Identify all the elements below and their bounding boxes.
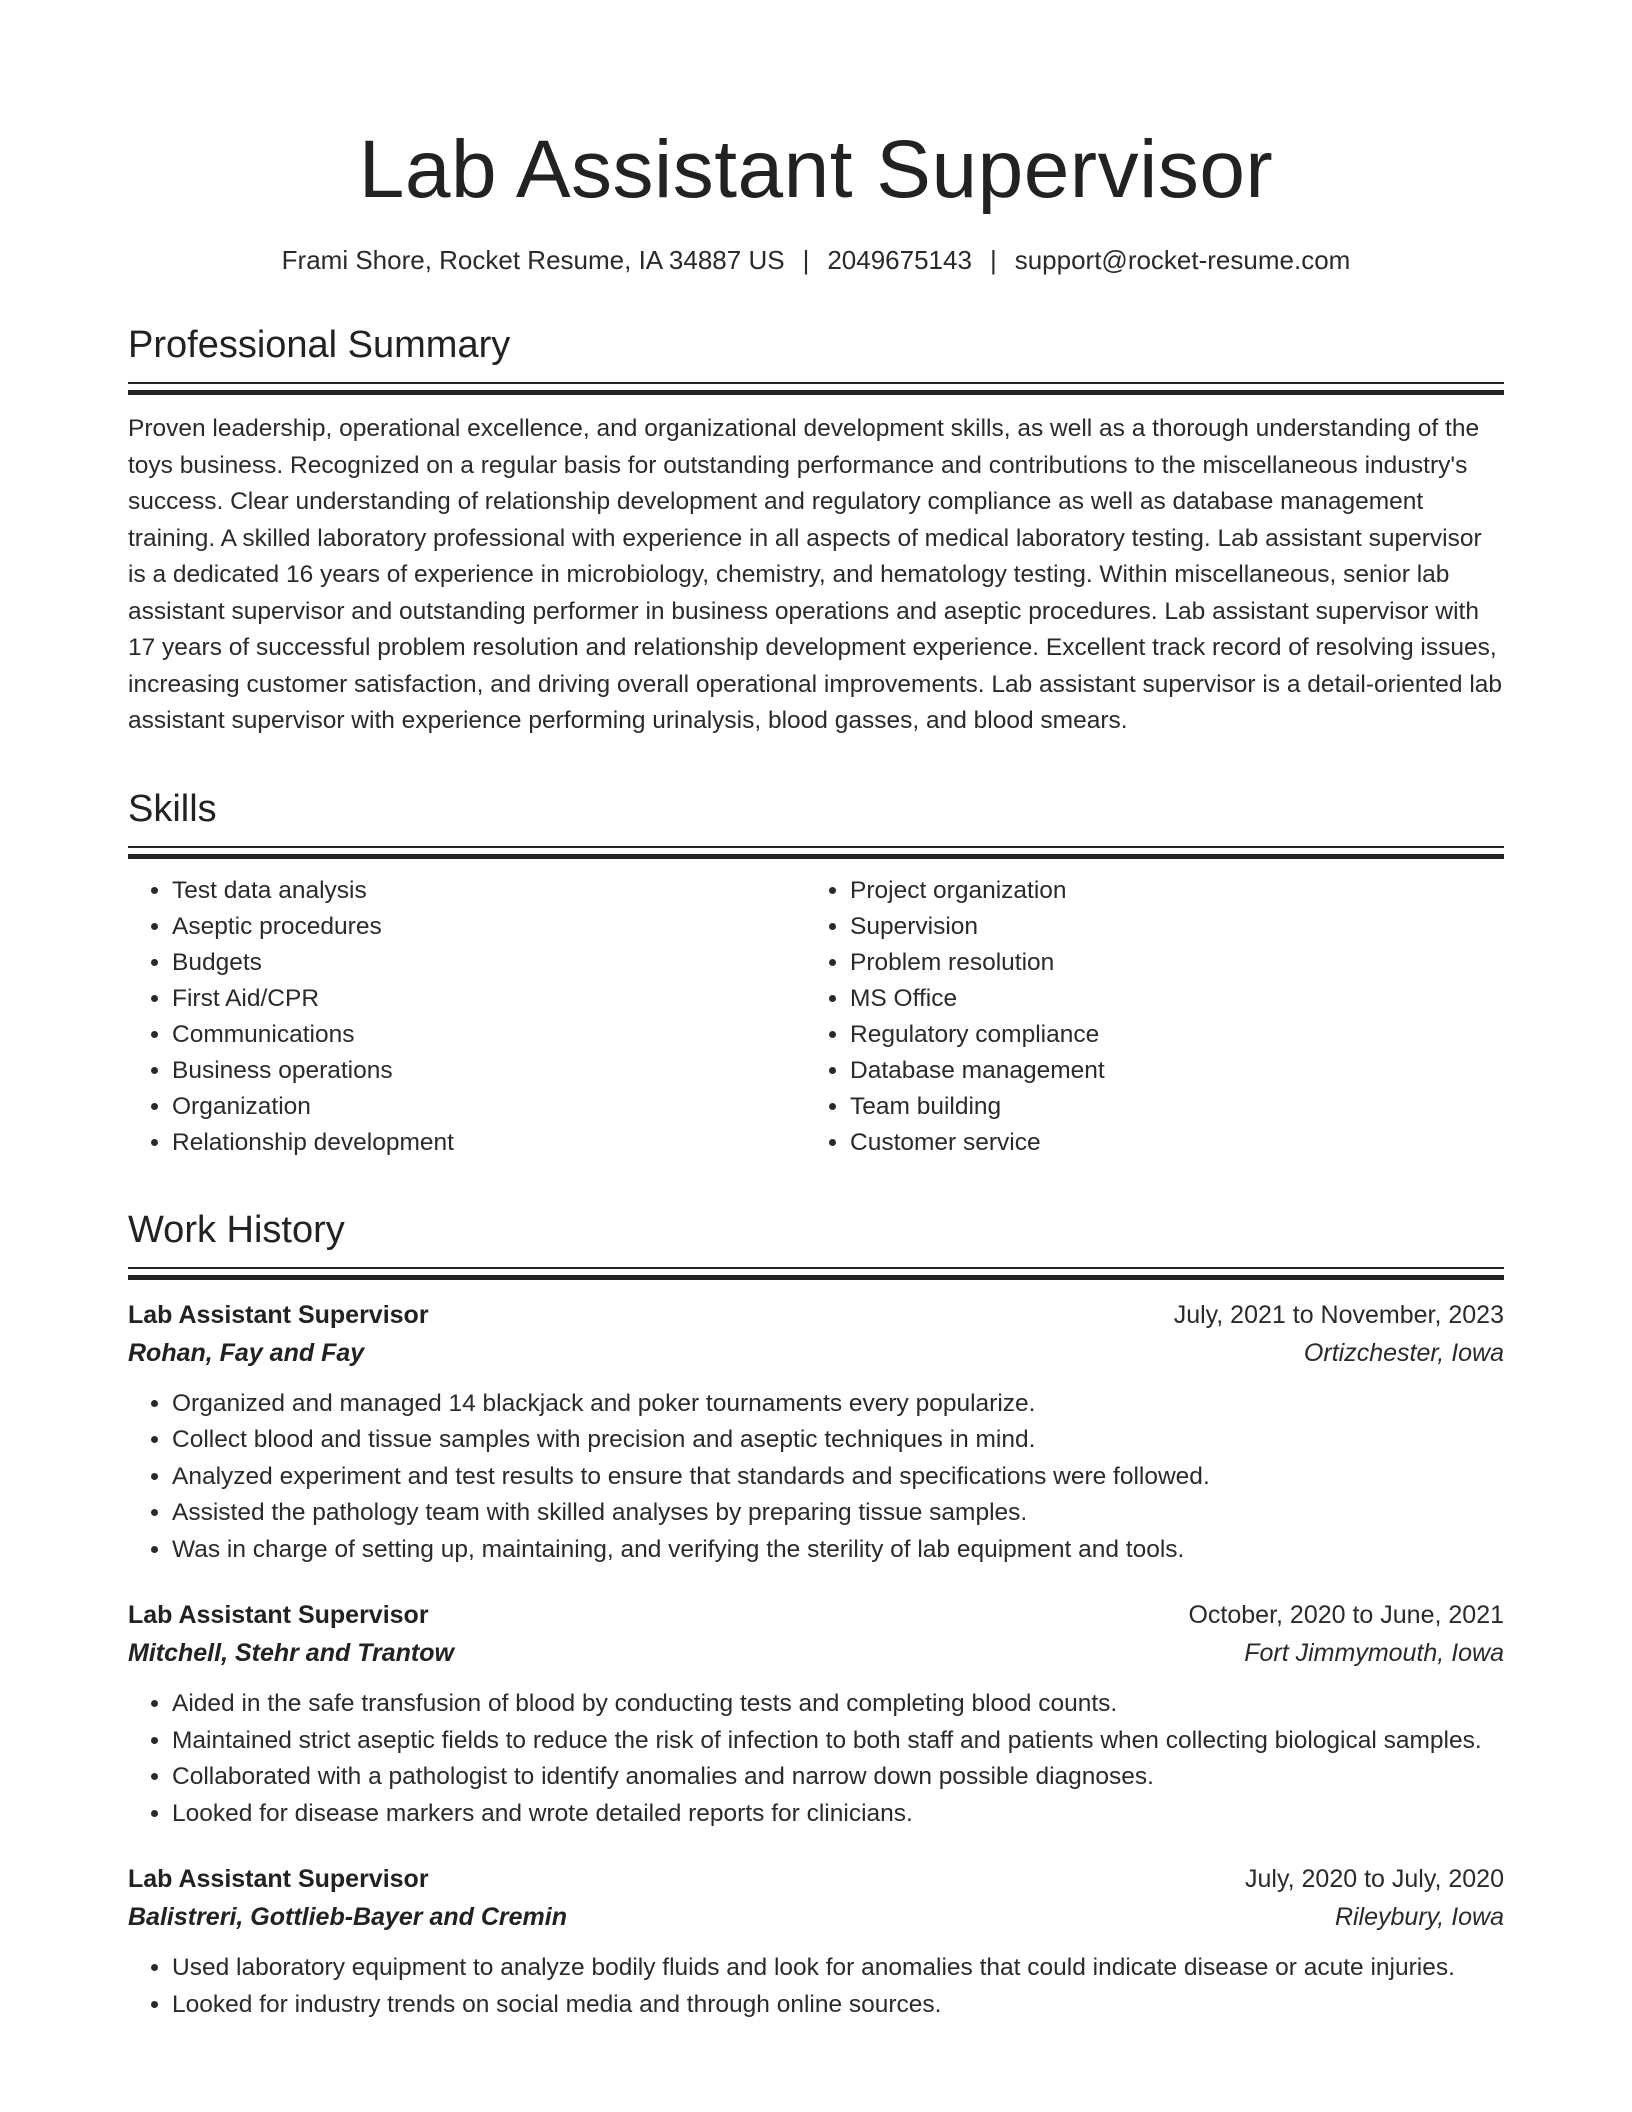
summary-heading: Professional Summary (128, 324, 511, 366)
job-employer-row (128, 1898, 1504, 1936)
skill-item: • MS Office (850, 981, 1484, 1017)
section-divider (128, 1267, 1504, 1269)
job-bullets (128, 1686, 1504, 1832)
job-bullet: • Aided in the safe transfusion of blood by conducting tests and completing blood counts. (172, 1686, 1504, 1723)
skill-item: • Organization (172, 1089, 806, 1125)
contact-separator: | (989, 245, 997, 275)
job-title: Lab Assistant Supervisor (128, 1601, 429, 1629)
job-title: Lab Assistant Supervisor (128, 1300, 429, 1329)
resume-title: Lab Assistant Supervisor (358, 124, 1274, 215)
skills-list (128, 873, 1504, 1161)
summary-text: Proven leadership, operational excellence, and organizational development skills, as well as a thorough understanding of the toys business. Recognized on a regular basis for outstanding performance and contributions to the miscellaneous industry's success. Clear understanding of relationship development and regulatory compliance as well as database management training. A skilled laboratory professional with experience in all aspects of medical laboratory testing. Lab assistant supervisor is a dedicated 16 years of experience in microbiology, chemistry, and hematology testing. Within miscellaneous, senior lab assistant supervisor and outstanding performer in business operations and aseptic procedures. Lab assistant supervisor with 17 years of successful problem resolution and relationship development experience. Excellent track record of resolving issues, increasing customer satisfaction, and driving overall operational improvements. Lab assistant supervisor is a detail-oriented lab assistant supervisor with experience performing urinalysis, blood gasses, and blood smears. (128, 415, 1503, 734)
section-divider (128, 846, 1504, 848)
skills-heading: Skills (128, 787, 217, 830)
skill-item: • Problem resolution (850, 945, 1484, 981)
skill-item: • First Aid/CPR (172, 981, 806, 1017)
job-dates: October, 2020 to June, 2021 (1188, 1601, 1504, 1629)
section-divider-thick (128, 1275, 1504, 1280)
contact-line (128, 242, 1504, 278)
skill-item: • Test data analysis (172, 873, 806, 909)
job-header-row (128, 1296, 1504, 1334)
skill-item: • Aseptic procedures (172, 909, 806, 945)
job-bullet: • Assisted the pathology team with skilled analyses by preparing tissue samples. (172, 1495, 1504, 1532)
skills-column-left (128, 873, 806, 1161)
job-bullet: • Collaborated with a pathologist to identify anomalies and narrow down possible diagnoses. (172, 1759, 1504, 1796)
job-company: Rohan, Fay and Fay (128, 1338, 365, 1367)
skills-column-right (806, 873, 1484, 1161)
section-divider-thick (128, 854, 1504, 859)
work-history-heading: Work History (128, 1208, 345, 1251)
job-employer-row (128, 1334, 1504, 1372)
job-bullet: • Analyzed experiment and test results to ensure that standards and specifications were followed. (172, 1459, 1504, 1496)
job-entry (128, 1596, 1504, 1832)
job-bullet: • Looked for disease markers and wrote detailed reports for clinicians. (172, 1796, 1504, 1833)
skill-item: • Customer service (850, 1125, 1484, 1161)
skill-item: • Team building (850, 1089, 1484, 1125)
job-company: Mitchell, Stehr and Trantow (128, 1639, 454, 1667)
resume-page (128, 0, 1504, 2023)
job-bullets (128, 1950, 1504, 2023)
job-bullet: • Used laboratory equipment to analyze bodily fluids and look for anomalies that could indicate disease or acute injuries. (172, 1950, 1504, 1987)
contact-phone: 2049675143 (827, 245, 972, 275)
job-header-row (128, 1596, 1504, 1634)
skill-item: • Database management (850, 1053, 1484, 1089)
job-entry (128, 1860, 1504, 2023)
job-bullet: • Maintained strict aseptic fields to reduce the risk of infection to both staff and patients when collecting biological samples. (172, 1723, 1504, 1760)
job-bullet: • Organized and managed 14 blackjack and poker tournaments every popularize. (172, 1386, 1504, 1423)
skill-item: • Business operations (172, 1053, 806, 1089)
job-bullets (128, 1386, 1504, 1569)
skill-item: • Budgets (172, 945, 806, 981)
skill-item: • Supervision (850, 909, 1484, 945)
skill-item: • Project organization (850, 873, 1484, 909)
job-entry (128, 1296, 1504, 1569)
contact-separator: | (802, 245, 810, 275)
job-employer-row (128, 1634, 1504, 1672)
contact-address: Frami Shore, Rocket Resume, IA 34887 US (281, 245, 785, 275)
job-bullet: • Was in charge of setting up, maintaining, and verifying the sterility of lab equipment and tools. (172, 1532, 1504, 1569)
skill-item: • Relationship development (172, 1125, 806, 1161)
job-location: Fort Jimmymouth, Iowa (1244, 1639, 1504, 1667)
skill-item: • Communications (172, 1017, 806, 1053)
job-location: Ortizchester, Iowa (1303, 1338, 1504, 1367)
job-bullet: • Collect blood and tissue samples with precision and aseptic techniques in mind. (172, 1422, 1504, 1459)
contact-email: support@rocket-resume.com (1014, 245, 1351, 275)
section-divider-thick (128, 390, 1504, 395)
job-bullet: • Looked for industry trends on social media and through online sources. (172, 1987, 1504, 2024)
job-dates: July, 2021 to November, 2023 (1173, 1300, 1504, 1329)
job-company: Balistreri, Gottlieb-Bayer and Cremin (128, 1903, 568, 1931)
job-header-row (128, 1860, 1504, 1898)
job-title: Lab Assistant Supervisor (128, 1865, 429, 1893)
job-location: Rileybury, Iowa (1334, 1903, 1504, 1931)
skill-item: • Regulatory compliance (850, 1017, 1484, 1053)
section-divider (128, 382, 1504, 384)
job-dates: July, 2020 to July, 2020 (1245, 1865, 1504, 1893)
